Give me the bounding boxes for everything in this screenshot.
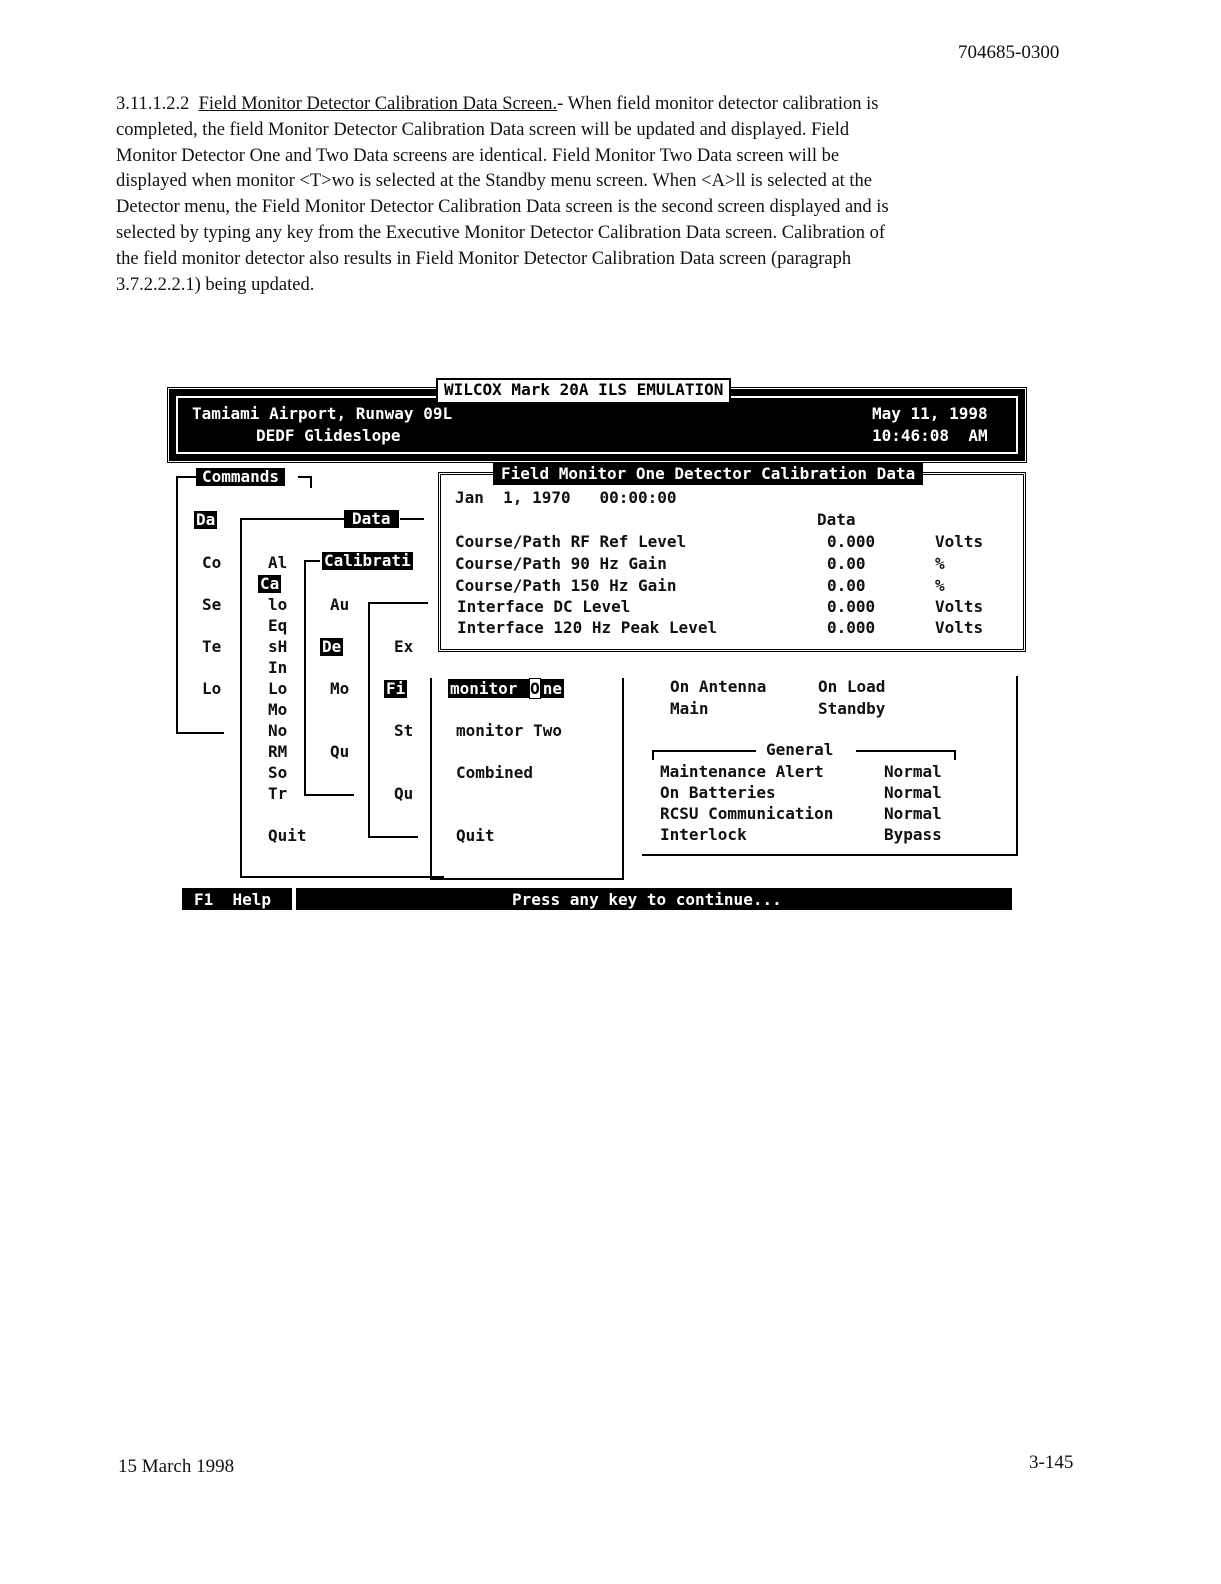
general-row-value: Normal xyxy=(884,762,942,781)
body-line-4: displayed when monitor <T>wo is selected at the Standby menu screen. When <A>ll is selected at the xyxy=(116,171,873,192)
popup-row-label: Course/Path 150 Hz Gain xyxy=(455,576,677,595)
section-paragraph xyxy=(116,92,1066,298)
help-key[interactable]: F1 Help xyxy=(194,890,272,909)
airport-label: Tamiami Airport, Runway 09L xyxy=(192,404,453,423)
data-item-lo2[interactable]: Lo xyxy=(268,679,288,698)
monitor-two-option[interactable]: monitor Two xyxy=(456,721,562,740)
calibration-menu-title[interactable]: Calibrati xyxy=(324,551,411,570)
data-item-sh[interactable]: sH xyxy=(268,637,288,656)
data-item-eq[interactable]: Eq xyxy=(268,616,288,635)
body-line-1: - When field monitor detector calibration is xyxy=(557,94,879,114)
body-line-2: completed, the field Monitor Detector Calibration Data screen will be updated and displayed. Field xyxy=(116,119,850,140)
detector-item-st[interactable]: St xyxy=(394,721,414,740)
monitor-one-option[interactable]: monitor O ne xyxy=(450,679,562,698)
screen-title: WILCOX Mark 20A ILS EMULATION xyxy=(436,378,731,404)
popup-row-unit: Volts xyxy=(935,597,984,616)
combined-option[interactable]: Combined xyxy=(456,763,534,782)
section-title: Field Monitor Detector Calibration Data Screen. xyxy=(198,94,558,114)
commands-item-co[interactable]: Co xyxy=(202,553,222,572)
detector-item-qu[interactable]: Qu xyxy=(394,784,414,803)
popup-row-value: 0.00 xyxy=(827,554,866,573)
body-line-7: the field monitor detector also results in Field Monitor Detector Calibration Data screen (paragraph xyxy=(116,248,852,269)
detector-item-ex[interactable]: Ex xyxy=(394,637,414,656)
general-row-value: Normal xyxy=(884,804,942,823)
popup-row-unit: % xyxy=(935,554,945,573)
commands-item-se[interactable]: Se xyxy=(202,595,222,614)
general-row-label: Interlock xyxy=(660,825,747,844)
popup-row-unit: Volts xyxy=(935,532,984,551)
commands-item-lo[interactable]: Lo xyxy=(202,679,222,698)
body-line-8: 3.7.2.2.2.1) being updated. xyxy=(116,274,315,295)
footer-date: 15 March 1998 xyxy=(118,1456,235,1477)
popup-row-label: Interface DC Level xyxy=(457,597,631,616)
calibration-item-qu[interactable]: Qu xyxy=(330,742,350,761)
status-on-antenna: On Antenna xyxy=(670,677,767,696)
data-item-rm[interactable]: RM xyxy=(268,742,288,761)
data-item-no[interactable]: No xyxy=(268,721,288,740)
popup-row-label: Course/Path RF Ref Level xyxy=(455,532,687,551)
page-number: 3-145 xyxy=(1029,1452,1074,1473)
calibration-item-mo[interactable]: Mo xyxy=(330,679,350,698)
status-main: Main xyxy=(670,699,709,718)
popup-row-unit: % xyxy=(935,576,945,595)
data-item-in[interactable]: In xyxy=(268,658,288,677)
data-item-tr[interactable]: Tr xyxy=(268,784,288,803)
popup-row-value: 0.000 xyxy=(827,532,876,551)
popup-timestamp: Jan 1, 1970 00:00:00 xyxy=(455,488,677,507)
general-row-label: RCSU Communication xyxy=(660,804,834,823)
calibration-data-popup xyxy=(438,464,1026,652)
general-row-label: On Batteries xyxy=(660,783,776,802)
body-line-3: Monitor Detector One and Two Data screens are identical. Field Monitor Two Data screen will be xyxy=(116,145,840,166)
continue-prompt: Press any key to continue... xyxy=(512,890,782,909)
general-row-label: Maintenance Alert xyxy=(660,762,824,781)
detector-item-field[interactable]: Fi xyxy=(386,679,406,698)
data-item-al[interactable]: Al xyxy=(268,553,288,572)
section-number: 3.11.1.2.2 xyxy=(116,94,190,114)
data-menu-title[interactable]: Data xyxy=(344,510,399,528)
status-on-load: On Load xyxy=(818,677,886,696)
general-title: General xyxy=(766,740,834,759)
popup-row-value: 0.000 xyxy=(827,618,876,637)
popup-row-value: 0.00 xyxy=(827,576,866,595)
monitor-menu-quit[interactable]: Quit xyxy=(456,826,495,845)
data-item-calibration[interactable]: Ca xyxy=(260,574,280,593)
subsystem-label: DEDF Glideslope xyxy=(256,426,401,445)
body-line-5: Detector menu, the Field Monitor Detector Calibration Data screen is the second screen displayed and is xyxy=(116,197,889,218)
data-item-quit[interactable]: Quit xyxy=(268,826,307,845)
status-standby: Standby xyxy=(818,699,886,718)
body-line-6: selected by typing any key from the Executive Monitor Detector Calibration Data screen. Calibration of xyxy=(116,222,886,243)
data-item-so[interactable]: So xyxy=(268,763,288,782)
popup-row-value: 0.000 xyxy=(827,597,876,616)
data-item-mo[interactable]: Mo xyxy=(268,700,288,719)
popup-title: Field Monitor One Detector Calibration Data xyxy=(493,463,923,485)
commands-item-data[interactable]: Da xyxy=(196,510,216,529)
general-row-value: Bypass xyxy=(884,825,942,844)
popup-row-label: Interface 120 Hz Peak Level xyxy=(457,618,718,637)
popup-row-label: Course/Path 90 Hz Gain xyxy=(455,554,667,573)
calibration-item-au[interactable]: Au xyxy=(330,595,350,614)
document-id: 704685-0300 xyxy=(958,42,1060,63)
date-label: May 11, 1998 xyxy=(872,404,988,423)
terminal-screen xyxy=(168,378,1026,912)
time-label: 10:46:08 AM xyxy=(872,426,988,445)
popup-row-unit: Volts xyxy=(935,618,984,637)
calibration-item-detector[interactable]: De xyxy=(322,637,342,656)
commands-item-te[interactable]: Te xyxy=(202,637,222,656)
general-row-value: Normal xyxy=(884,783,942,802)
commands-menu-title[interactable]: Commands xyxy=(196,468,285,486)
data-item-lo[interactable]: lo xyxy=(268,595,288,614)
popup-column-header: Data xyxy=(817,510,856,529)
